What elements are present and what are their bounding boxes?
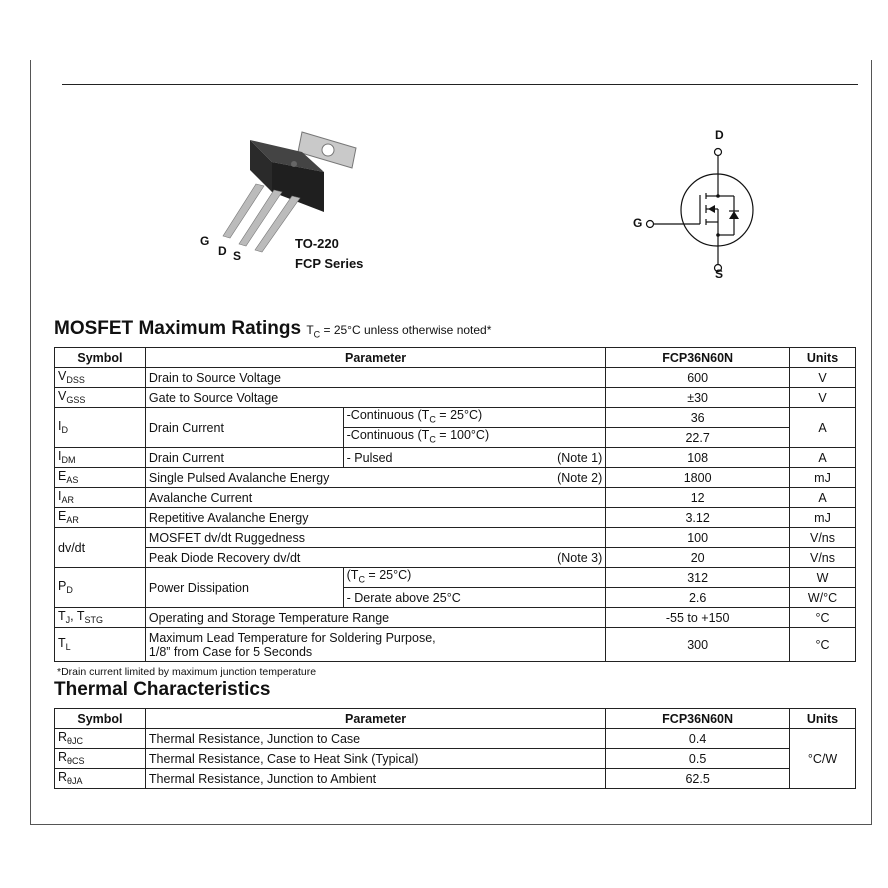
parameter-cell: Thermal Resistance, Case to Heat Sink (Typical) [145,749,605,769]
table-row [55,548,856,568]
unit-cell: °C [790,608,856,628]
condition-cell: -Continuous $(T_C = 25^\circ C)$ [343,408,606,428]
symbol-cell: $R_{\theta JC}$ [55,729,146,749]
table-row [55,749,856,769]
table-row [55,729,856,749]
unit-cell: °C [790,628,856,662]
value-cell: 0.5 [606,749,790,769]
value-cell: 62.5 [606,769,790,789]
note-label: (Note 1) [557,450,603,465]
package-name: TO-220 [295,236,339,251]
condition-cell: - Derate above 25°C [343,588,606,608]
ratings-title [54,318,491,340]
condition-cell: $(T_C = 25^\circ C)$ [343,568,606,588]
unit-cell: °C/W [790,729,856,789]
value-cell: 12 [606,488,790,508]
parameter-cell: Repetitive Avalanche Energy [145,508,605,528]
value-cell: ±30 [606,388,790,408]
header-symbol: Symbol [55,348,146,368]
pin-label-gate: G [200,234,210,248]
value-cell: 300 [606,628,790,662]
table-row [55,769,856,789]
parameter-cell: Drain Current [145,448,343,468]
ratings-table [54,347,856,662]
value-cell: 1800 [606,468,790,488]
value-cell: -55 to +150 [606,608,790,628]
pin-label-source: S [233,249,242,263]
symbol-cell: $I_D$ [55,408,146,448]
symbol-cell: $R_{\theta CS}$ [55,749,146,769]
unit-cell: W/°C [790,588,856,608]
unit-cell: A [790,448,856,468]
parameter-cell: Operating and Storage Temperature Range [145,608,605,628]
value-cell: 108 [606,448,790,468]
header-units: Units [790,709,856,729]
table-row [55,528,856,548]
table-row [55,448,856,468]
header-parameter: Parameter [145,709,605,729]
condition-cell: - Pulsed (Note 1) [343,448,606,468]
unit-cell: W [790,568,856,588]
table-row [55,388,856,408]
parameter-cell: Drain Current [145,408,343,448]
unit-cell: V [790,368,856,388]
symbol-source-label: S [715,267,724,281]
ratings-title-text: MOSFET Maximum Ratings [54,318,302,339]
symbol-cell: $R_{\theta JA}$ [55,769,146,789]
unit-cell: A [790,488,856,508]
parameter-cell: MOSFET dv/dt Ruggedness [145,528,605,548]
value-cell: 36 [606,408,790,428]
condition-cell: -Continuous $(T_C = 100^\circ C)$ [343,428,606,448]
footnote: *Drain current limited by maximum junction temperature [57,666,317,678]
symbol-cell: $V_{DSS}$ [55,368,146,388]
symbol-cell: $I_{DM}$ [55,448,146,468]
thermal-header-row [55,709,856,729]
package-series: FCP Series [295,256,364,271]
unit-cell: V/ns [790,528,856,548]
symbol-gate-label: G [633,216,643,230]
table-row [55,628,856,662]
symbol-cell: $E_{AR}$ [55,508,146,528]
table-row [55,568,856,588]
ratings-condition: $T_C = 25^\circ C$ unless otherwise noted* [306,323,492,340]
mosfet-schematic-symbol [630,125,770,285]
symbol-cell: $E_{AS}$ [55,468,146,488]
header-parameter: Parameter [145,348,605,368]
to220-package-image [190,120,370,260]
table-row [55,368,856,388]
header-rule [62,84,858,85]
symbol-cell: dv/dt [55,528,146,568]
header-units: Units [790,348,856,368]
ratings-header-row [55,348,856,368]
symbol-cell: $T_J$, $T_{STG}$ [55,608,146,628]
value-cell: 600 [606,368,790,388]
header-part: FCP36N60N [606,348,790,368]
unit-cell: mJ [790,468,856,488]
note-label: (Note 2) [557,470,603,485]
table-row [55,608,856,628]
pin-label-drain: D [218,244,227,258]
value-cell: 312 [606,568,790,588]
symbol-cell: $T_L$ [55,628,146,662]
header-part: FCP36N60N [606,709,790,729]
parameter-cell: Maximum Lead Temperature for Soldering Purpose, 1/8” from Case for 5 Seconds [145,628,605,662]
parameter-cell: Power Dissipation [145,568,343,608]
parameter-cell: Thermal Resistance, Junction to Ambient [145,769,605,789]
parameter-cell: Single Pulsed Avalanche Energy (Note 2) [145,468,605,488]
value-cell: 2.6 [606,588,790,608]
unit-cell: A [790,408,856,448]
symbol-cell: $V_{GSS}$ [55,388,146,408]
table-row [55,488,856,508]
value-cell: 100 [606,528,790,548]
value-cell: 22.7 [606,428,790,448]
parameter-cell: Drain to Source Voltage [145,368,605,388]
table-row [55,508,856,528]
unit-cell: V/ns [790,548,856,568]
parameter-cell: Gate to Source Voltage [145,388,605,408]
parameter-cell: Thermal Resistance, Junction to Case [145,729,605,749]
value-cell: 0.4 [606,729,790,749]
symbol-cell: $P_D$ [55,568,146,608]
table-row [55,408,856,428]
symbol-cell: $I_{AR}$ [55,488,146,508]
value-cell: 20 [606,548,790,568]
unit-cell: mJ [790,508,856,528]
thermal-table [54,708,856,789]
note-label: (Note 3) [557,550,603,565]
unit-cell: V [790,388,856,408]
table-row [55,468,856,488]
symbol-drain-label: D [715,128,724,142]
thermal-title: Thermal Characteristics [54,679,271,700]
header-symbol: Symbol [55,709,146,729]
parameter-cell: Peak Diode Recovery dv/dt (Note 3) [145,548,605,568]
value-cell: 3.12 [606,508,790,528]
parameter-cell: Avalanche Current [145,488,605,508]
